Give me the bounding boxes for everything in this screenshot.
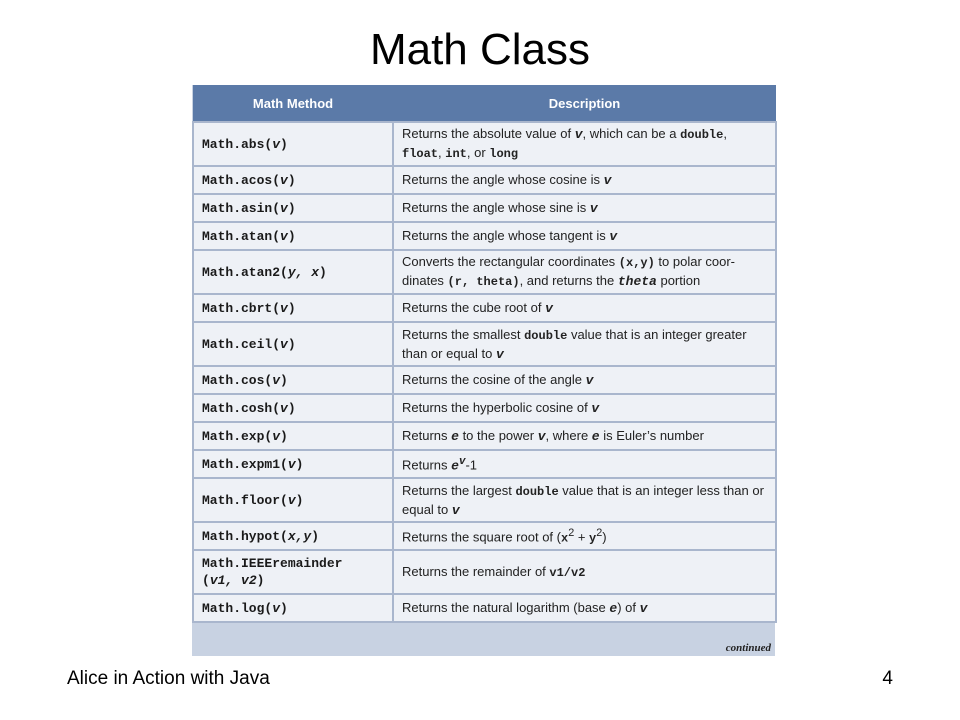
description-var: v — [603, 173, 612, 188]
description-text: to polar coor-dinates — [402, 254, 736, 288]
method-cell — [193, 366, 393, 394]
description-cell — [393, 450, 776, 478]
table-row — [193, 294, 776, 322]
description-text: is Euler’s number — [599, 428, 704, 443]
description-cell — [393, 478, 776, 522]
method-text: ) — [295, 492, 304, 508]
method-cell — [193, 194, 393, 222]
footer-book-title: Alice in Action with Java — [67, 668, 270, 689]
table-row — [193, 394, 776, 422]
method-cell — [193, 394, 393, 422]
method-cell — [193, 550, 393, 594]
method-cell — [193, 294, 393, 322]
method-text: Math.log( — [202, 600, 273, 616]
description-text: Returns the hyperbolic cosine of — [402, 400, 592, 415]
description-code: float — [402, 147, 439, 161]
table-row — [193, 478, 776, 522]
method-text: Math.cosh( — [202, 400, 281, 416]
description-var: v — [639, 601, 648, 617]
header-description: Description — [393, 85, 776, 122]
table-row — [193, 322, 776, 366]
description-cell — [393, 166, 776, 194]
description-cell — [393, 394, 776, 422]
method-text: ) — [256, 573, 265, 589]
description-text: Returns the cosine of the angle — [402, 372, 586, 387]
method-text: Math.asin( — [202, 200, 281, 216]
method-text: ) — [280, 600, 288, 616]
method-text: Math.atan2( — [202, 264, 288, 280]
method-text: ( — [202, 573, 210, 589]
description-text: Returns the remainder of — [402, 563, 550, 579]
description-superscript: v — [458, 456, 466, 469]
description-text: + — [574, 529, 590, 545]
description-text: Converts the rectangular coordinates — [402, 254, 619, 269]
method-text: Math.acos( — [202, 172, 281, 188]
description-text: , — [723, 126, 727, 141]
method-cell — [193, 450, 393, 478]
description-text: Returns the largest — [402, 482, 516, 498]
method-text: ) — [287, 172, 296, 188]
description-var: v — [451, 502, 460, 518]
description-code: y — [589, 531, 597, 546]
table-row — [193, 594, 776, 622]
method-text: Math.abs( — [202, 136, 273, 152]
method-cell — [193, 478, 393, 522]
math-methods-table — [192, 85, 775, 656]
description-var: v — [495, 346, 504, 362]
description-var: e — [451, 458, 459, 474]
method-text: Math.IEEEremainder — [202, 556, 343, 572]
method-text: ) — [287, 228, 296, 244]
method-text: Math.cbrt( — [202, 300, 281, 316]
description-text: , or — [466, 145, 490, 160]
method-cell — [193, 522, 393, 550]
method-text: ) — [287, 200, 296, 216]
method-text: ) — [319, 264, 327, 280]
method-text: ) — [311, 528, 320, 544]
description-text: Returns — [402, 428, 452, 443]
method-cell — [193, 122, 393, 166]
description-cell — [393, 594, 776, 622]
method-param: v1, v2 — [209, 573, 257, 589]
description-code: double — [515, 484, 559, 499]
method-param: v — [280, 300, 288, 316]
table-row — [193, 366, 776, 394]
description-var: v — [537, 429, 546, 444]
table-row — [193, 222, 776, 250]
description-text: Returns the angle whose tangent is — [402, 228, 610, 243]
description-text: Returns the smallest — [402, 326, 525, 342]
description-text: , and returns the — [519, 273, 618, 288]
description-text: Returns the natural logarithm (base — [402, 600, 610, 616]
method-param: v — [280, 336, 288, 352]
continued-note: continued — [725, 642, 771, 654]
description-var: e — [451, 429, 459, 444]
method-text: Math.ceil( — [202, 336, 281, 352]
table-row — [193, 166, 776, 194]
method-text: Math.expm1( — [202, 456, 288, 472]
description-text: Returns the cube root of — [402, 300, 546, 315]
description-code: long — [489, 147, 519, 161]
method-param: v — [272, 600, 281, 616]
description-code: (r, theta) — [447, 275, 520, 289]
description-text: ) of — [617, 600, 640, 616]
table-header-row — [193, 85, 776, 122]
description-cell — [393, 250, 776, 294]
description-cell — [393, 194, 776, 222]
method-param: v — [287, 492, 296, 508]
description-text: to the power — [458, 428, 538, 443]
method-text: Math.hypot( — [202, 528, 288, 544]
method-cell — [193, 422, 393, 450]
description-text: -1 — [465, 457, 478, 473]
method-text: Math.cos( — [202, 372, 273, 388]
description-cell — [393, 122, 776, 166]
method-param: v — [280, 228, 288, 244]
table-row — [193, 194, 776, 222]
description-var: e — [591, 429, 600, 444]
description-var: e — [609, 601, 618, 617]
method-param: v — [280, 172, 288, 188]
description-text: , where — [545, 428, 592, 443]
method-text: ) — [280, 136, 288, 152]
description-var: v — [545, 301, 553, 316]
description-text: Returns the angle whose cosine is — [402, 172, 604, 187]
method-cell — [193, 222, 393, 250]
description-var: v — [574, 127, 583, 142]
description-text: Returns the absolute value of — [402, 126, 575, 141]
description-code: (x,y) — [618, 256, 655, 270]
method-cell — [193, 166, 393, 194]
table-row — [193, 522, 776, 550]
table-row — [193, 122, 776, 166]
description-text: value that is an integer less than or equal to — [402, 482, 764, 517]
description-code: int — [445, 147, 467, 161]
description-text: portion — [656, 273, 701, 288]
description-cell — [393, 366, 776, 394]
table-row — [193, 550, 776, 594]
method-cell — [193, 594, 393, 622]
table-row — [193, 422, 776, 450]
method-text: ) — [295, 456, 304, 472]
method-text: ) — [287, 400, 296, 416]
description-var: v — [585, 373, 594, 388]
description-superscript: 2 — [596, 527, 603, 539]
description-text: Returns — [402, 457, 452, 473]
description-var: v — [609, 229, 618, 244]
description-var: theta — [617, 274, 657, 289]
method-text: ) — [280, 372, 288, 388]
description-text: , which can be a — [582, 126, 681, 141]
method-param: x,y — [287, 528, 312, 544]
page-number: 4 — [882, 668, 893, 689]
description-superscript: 2 — [568, 527, 575, 539]
description-cell — [393, 422, 776, 450]
description-var: v — [591, 401, 600, 416]
description-code: double — [680, 128, 724, 142]
description-cell — [393, 550, 776, 594]
method-cell — [193, 250, 393, 294]
method-param: v — [272, 372, 281, 388]
method-param: v — [280, 400, 288, 416]
description-code: x — [560, 531, 569, 546]
method-param: y, x — [287, 264, 320, 280]
description-text: ) — [602, 529, 607, 545]
method-text: Math.atan( — [202, 228, 281, 244]
description-cell — [393, 322, 776, 366]
description-text: Returns the square root of ( — [402, 529, 561, 545]
table-row — [193, 450, 776, 478]
method-param: v — [287, 456, 296, 472]
description-cell — [393, 222, 776, 250]
method-param: v — [272, 428, 281, 444]
description-text: Returns the angle whose sine is — [402, 200, 590, 215]
description-code: v1/v2 — [549, 565, 586, 580]
description-var: v — [589, 201, 598, 216]
method-text: ) — [280, 428, 288, 444]
method-text: ) — [287, 336, 296, 352]
description-code: double — [524, 328, 568, 343]
method-text: ) — [287, 300, 296, 316]
header-math-method: Math Method — [193, 85, 393, 122]
method-param: v — [280, 200, 288, 216]
method-param: v — [272, 136, 281, 152]
description-text: , — [438, 145, 446, 160]
table-row — [193, 250, 776, 294]
method-text: Math.floor( — [202, 492, 288, 508]
method-text: Math.exp( — [202, 428, 273, 444]
method-cell — [193, 322, 393, 366]
slide-title: Math Class — [369, 25, 591, 74]
description-cell — [393, 522, 776, 550]
description-text: value that is an integer greater than or equal to — [402, 326, 747, 361]
description-cell — [393, 294, 776, 322]
